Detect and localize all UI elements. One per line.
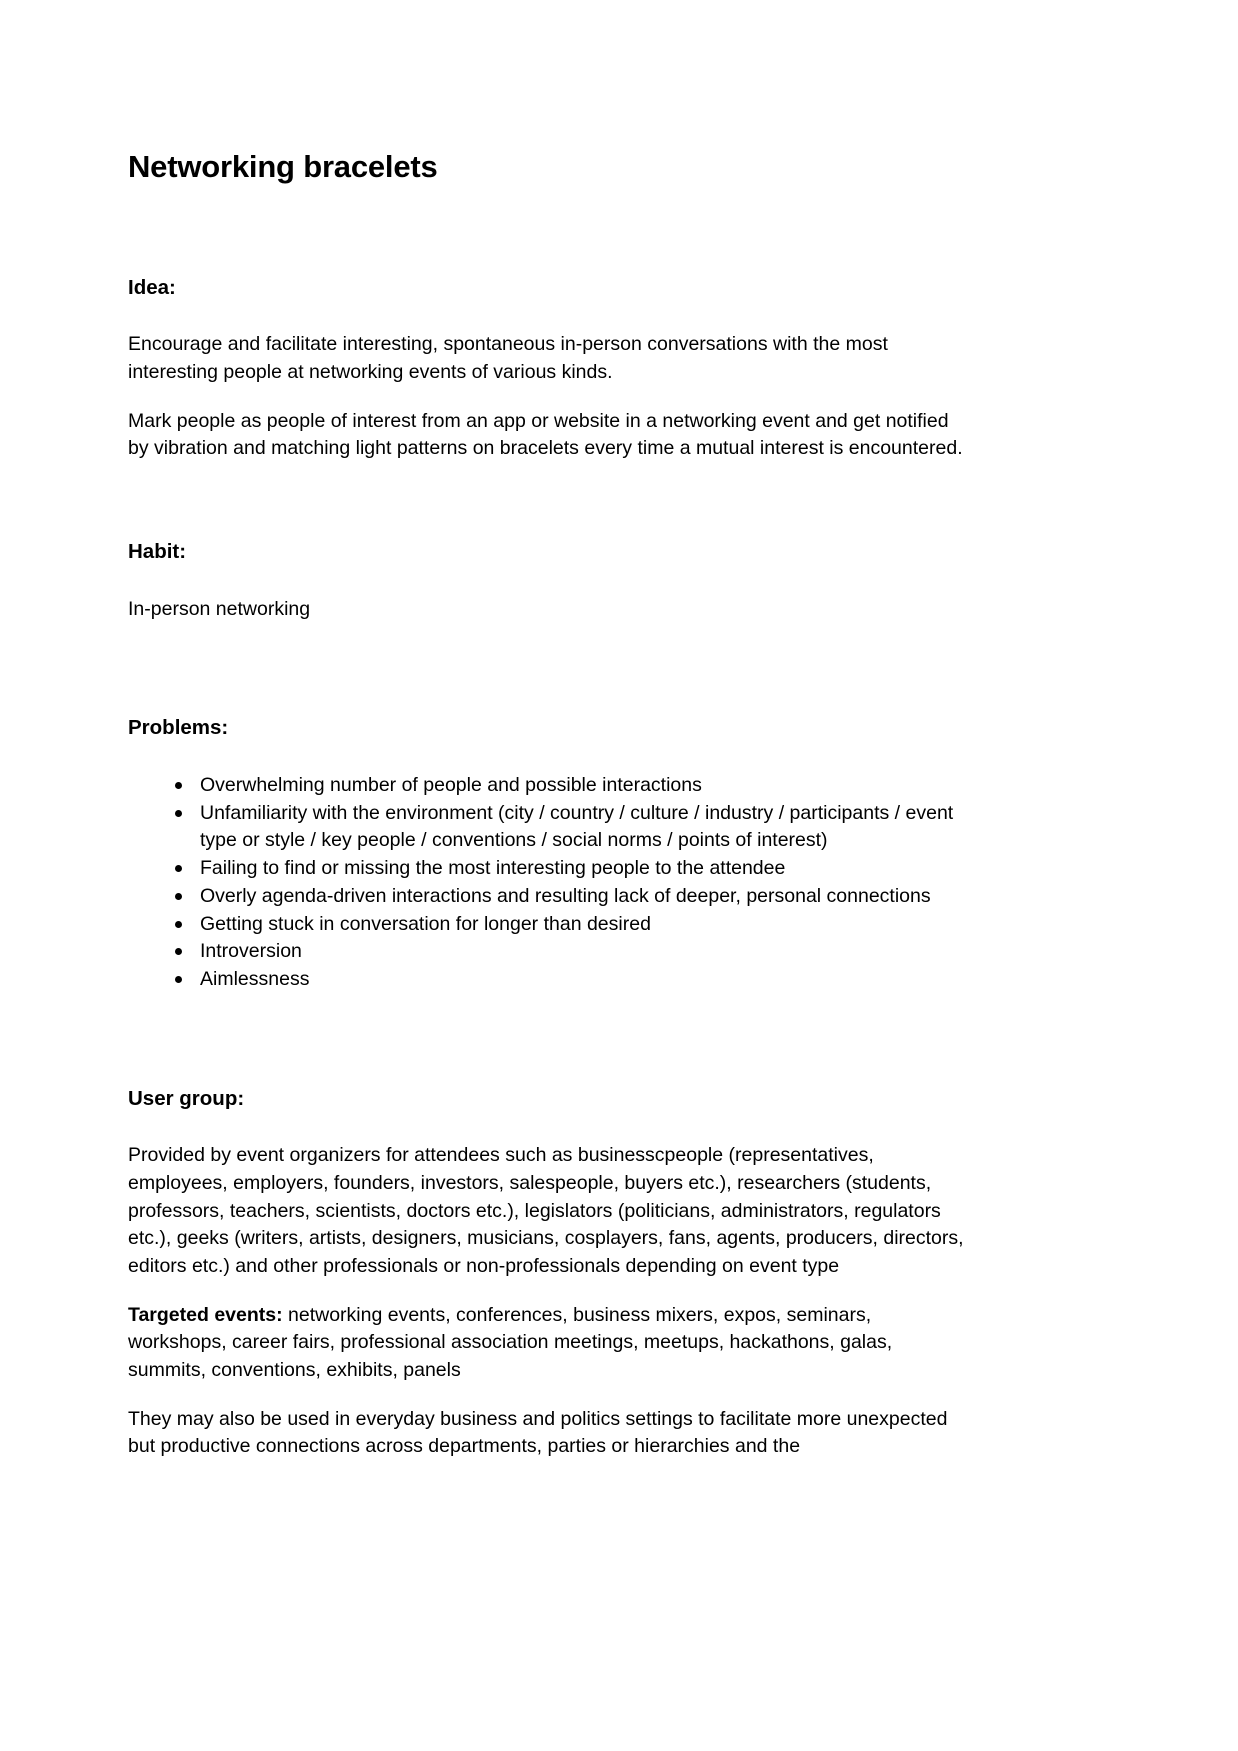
spacer bbox=[128, 742, 970, 772]
bullet-dot-icon bbox=[175, 948, 182, 955]
spacer bbox=[128, 1112, 970, 1142]
document-body bbox=[128, 148, 970, 1461]
habit-paragraph-1: In-person networking bbox=[128, 597, 311, 620]
spacer bbox=[128, 301, 970, 331]
list-item bbox=[200, 800, 970, 855]
spacer bbox=[128, 623, 970, 685]
section-idea bbox=[128, 275, 970, 463]
section-habit bbox=[128, 539, 970, 623]
list-item-label: Overwhelming number of people and possible interactions bbox=[200, 774, 702, 797]
idea-paragraph-1: Encourage and facilitate interesting, spontaneous in-person conversations with the most interesting people at networking events of various kinds. bbox=[128, 333, 888, 384]
section-heading-problems: Problems: bbox=[128, 716, 229, 740]
section-heading-user-group: User group: bbox=[128, 1086, 245, 1110]
targeted-events-paragraph bbox=[128, 1302, 970, 1385]
page-title: Networking bracelets bbox=[128, 149, 438, 184]
bullet-dot-icon bbox=[175, 921, 182, 928]
list-item bbox=[200, 966, 970, 994]
spacer bbox=[128, 566, 970, 596]
list-item-label: Overly agenda-driven interactions and resulting lack of deeper, personal connections bbox=[200, 884, 931, 907]
section-heading-habit: Habit: bbox=[128, 540, 187, 564]
user-group-paragraph-1: Provided by event organizers for attendees such as businesscpeople (representatives, employees, employers, founders, investors, salespeople, buyers etc.), researchers (students, professors, teachers, scientists, doctors etc.), legislators (politicians, administrators, regulators etc.), geeks (writers, artists, designers, musicians, cosplayers, fans, agents, producers, directors, editors etc.) and other professionals or non-professionals depending on event type bbox=[128, 1144, 964, 1277]
list-item-label: Introversion bbox=[200, 940, 302, 963]
spacer bbox=[128, 1056, 970, 1086]
bullet-dot-icon bbox=[175, 865, 182, 872]
spacer bbox=[128, 685, 970, 715]
bullet-dot-icon bbox=[175, 976, 182, 983]
list-item-label: Getting stuck in conversation for longer than desired bbox=[200, 912, 651, 935]
section-problems bbox=[128, 715, 970, 993]
spacer bbox=[128, 213, 970, 275]
user-group-closing-paragraph: They may also be used in everyday business and politics settings to facilitate more unexpected but productive connections across departments, parties or hierarchies and the bbox=[128, 1407, 948, 1458]
list-item bbox=[200, 772, 970, 800]
bullet-dot-icon bbox=[175, 893, 182, 900]
list-item bbox=[200, 883, 970, 911]
idea-paragraph-2: Mark people as people of interest from an app or website in a networking event and get notified by vibration and matching light patterns on bracelets every time a mutual interest is encountered. bbox=[128, 409, 963, 460]
spacer bbox=[128, 463, 970, 525]
targeted-events-text: networking events, conferences, business mixers, expos, seminars, workshops, career fairs, professional association meetings, meetups, hackathons, galas, summits, conventions, exhibits, panels bbox=[128, 1303, 893, 1382]
problems-bullet-list bbox=[128, 772, 970, 994]
section-user-group bbox=[128, 1086, 970, 1462]
list-item-label: Aimlessness bbox=[200, 967, 310, 990]
list-item bbox=[200, 855, 970, 883]
spacer bbox=[128, 994, 970, 1056]
spacer bbox=[128, 387, 970, 408]
bullet-dot-icon bbox=[175, 810, 182, 817]
targeted-events-label: Targeted events: bbox=[128, 1303, 283, 1326]
section-heading-idea: Idea: bbox=[128, 275, 176, 299]
bullet-dot-icon bbox=[175, 782, 182, 789]
spacer bbox=[128, 1281, 970, 1302]
list-item-label: Unfamiliarity with the environment (city / country / culture / industry / participants / event type or style / key people / conventions / social norms / points of interest) bbox=[200, 801, 954, 852]
list-item bbox=[200, 911, 970, 939]
list-item-label: Failing to find or missing the most interesting people to the attendee bbox=[200, 857, 786, 880]
spacer bbox=[128, 525, 970, 539]
spacer bbox=[128, 1385, 970, 1406]
list-item bbox=[200, 938, 970, 966]
